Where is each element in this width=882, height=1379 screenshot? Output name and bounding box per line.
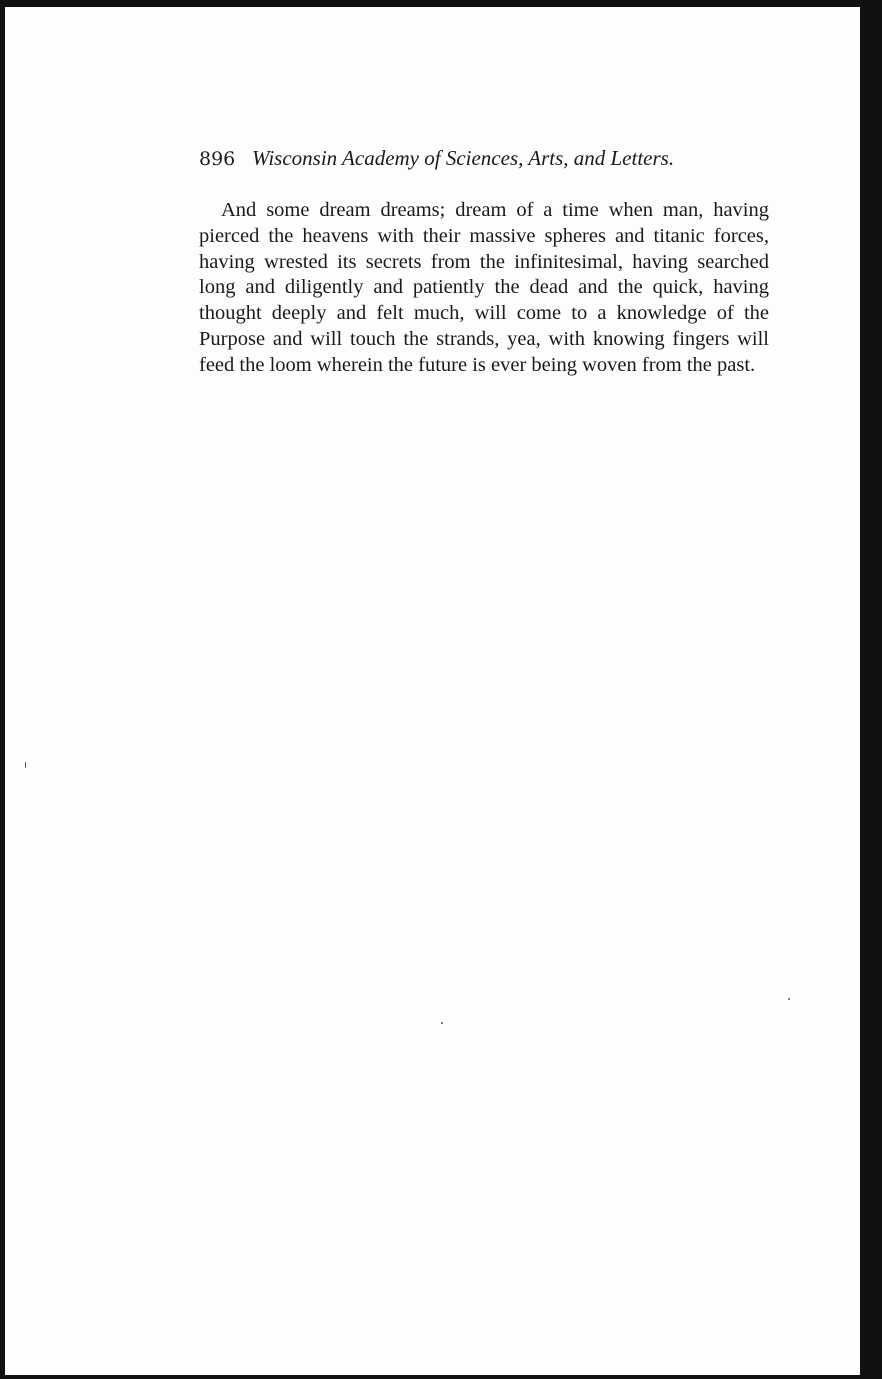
scan-edge-right — [860, 0, 882, 1379]
journal-title: Wisconsin Academy of Sciences, Arts, and Letters. — [252, 146, 675, 170]
paper-speck — [25, 762, 26, 768]
running-head — [199, 146, 729, 171]
scan-edge-top — [0, 0, 882, 7]
page-number: 896 — [199, 148, 236, 170]
body-paragraph: And some dream dreams; dream of a time when man, having pierced the heavens with their massive spheres and titanic forces, having wrested its secrets from the infinitesimal, having searched long and diligently and patiently the dead and the quick, having thought deeply and felt much, will come to a knowledge of the Purpose and will touch the strands, yea, with knowing fingers will feed the loom wherein the future is ever being woven from the past. — [199, 199, 769, 376]
paper-speck — [441, 1022, 443, 1024]
paper-speck — [788, 998, 790, 1000]
scan-edge-bottom — [0, 1375, 882, 1379]
